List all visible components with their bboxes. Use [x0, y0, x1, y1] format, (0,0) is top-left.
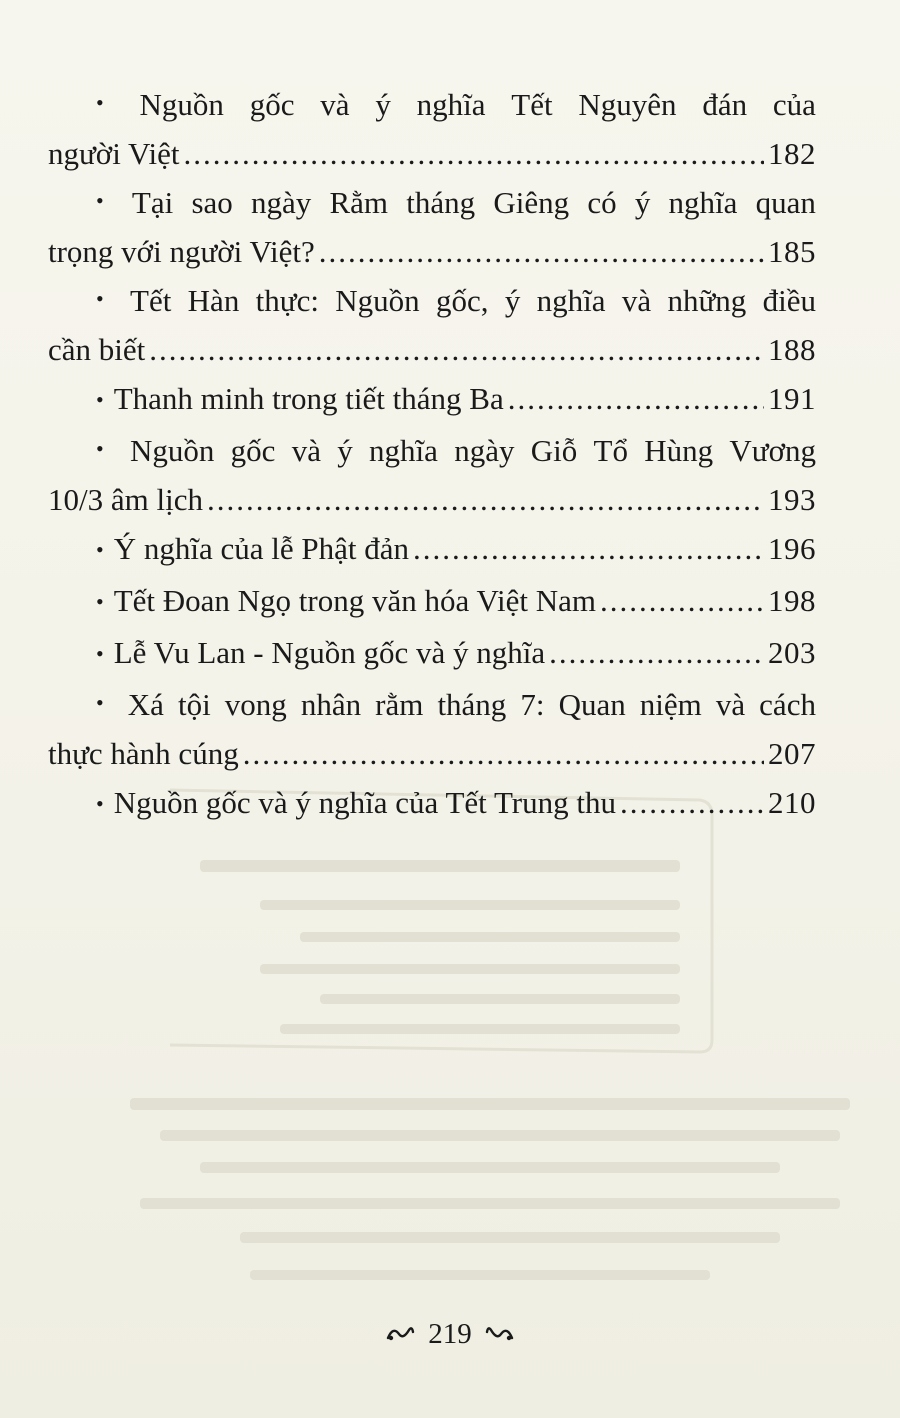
- bullet-icon: •: [96, 188, 104, 213]
- toc-entry-title: Lễ Vu Lan - Nguồn gốc và ý nghĩa: [113, 635, 546, 670]
- toc-entry: [48, 628, 816, 680]
- toc-entry-last-line: [48, 778, 816, 830]
- toc-entry-title: Ý nghĩa của lễ Phật đản: [113, 531, 409, 566]
- toc-word: nhân: [300, 687, 362, 722]
- toc-page-number: 188: [768, 332, 816, 367]
- toc-entry-first-line: [48, 426, 816, 475]
- toc-word: gốc,: [436, 283, 489, 318]
- bullet-icon: •: [96, 436, 104, 461]
- toc-entry-last-line: [48, 576, 816, 628]
- dot-leader: [508, 374, 764, 423]
- toc-word: 7:: [520, 687, 545, 722]
- toc-word: Nguồn: [129, 433, 215, 468]
- toc-word: Quan: [558, 687, 626, 722]
- bullet-icon: •: [96, 690, 104, 715]
- toc-word: Giỗ: [530, 433, 578, 468]
- toc-entry: [48, 576, 816, 628]
- toc-word: Hùng: [644, 433, 714, 468]
- table-of-contents: [48, 80, 816, 830]
- toc-entry: [48, 524, 816, 576]
- toc-entry: [48, 80, 816, 178]
- toc-entry-last-line: [48, 227, 816, 276]
- dot-leader: [184, 129, 764, 178]
- toc-word: Hàn: [187, 283, 240, 318]
- dot-leader: [149, 325, 764, 374]
- toc-word: sao: [191, 185, 233, 220]
- toc-word: cách: [759, 687, 816, 722]
- page-footer: [0, 1318, 900, 1351]
- toc-entry-last-line: [48, 729, 816, 778]
- toc-word: tháng: [437, 687, 507, 722]
- toc-entry-title: Thanh minh trong tiết tháng Ba: [113, 381, 504, 416]
- toc-word: ý: [337, 433, 353, 468]
- bullet-icon: •: [96, 387, 104, 412]
- toc-word: ý: [375, 87, 391, 122]
- toc-entry-last-line: [48, 325, 816, 374]
- toc-word: quan: [755, 185, 816, 220]
- bullet-icon: •: [96, 286, 104, 311]
- toc-entry-last-line: [48, 129, 816, 178]
- toc-word: và: [320, 87, 350, 122]
- toc-word: Tại: [131, 185, 174, 220]
- toc-word: tháng: [406, 185, 476, 220]
- toc-word: nghĩa: [369, 433, 438, 468]
- toc-entry: [48, 680, 816, 778]
- toc-entry-first-line: [48, 276, 816, 325]
- toc-word: của: [772, 87, 816, 122]
- toc-page-number: 203: [768, 635, 816, 670]
- toc-page-number: 182: [768, 136, 816, 171]
- ornament-right-icon: [485, 1321, 515, 1351]
- toc-word: Nguyên: [578, 87, 677, 122]
- toc-word: những: [667, 283, 747, 318]
- toc-entry-first-line: [48, 178, 816, 227]
- dot-leader: [243, 729, 764, 778]
- toc-page-number: 210: [768, 785, 816, 820]
- toc-word: Tết: [130, 283, 172, 318]
- bullet-icon: •: [96, 537, 104, 562]
- toc-entry-title: Nguồn gốc và ý nghĩa của Tết Trung thu: [113, 785, 616, 820]
- toc-word: gốc: [230, 433, 276, 468]
- toc-entry-title: trọng với người Việt?: [48, 234, 315, 269]
- toc-entry-title: thực hành cúng: [48, 736, 239, 771]
- toc-entry-title: 10/3 âm lịch: [48, 482, 203, 517]
- toc-entry-last-line: [48, 374, 816, 426]
- toc-page-number: 191: [768, 381, 816, 416]
- bullet-icon: •: [96, 90, 104, 115]
- toc-page-number: 198: [768, 583, 816, 618]
- toc-page-number: 193: [768, 482, 816, 517]
- bullet-icon: •: [96, 791, 104, 816]
- toc-word: vong: [224, 687, 287, 722]
- toc-word: Nguồn: [335, 283, 420, 318]
- toc-entry: [48, 178, 816, 276]
- toc-entry-last-line: [48, 475, 816, 524]
- toc-entry: [48, 778, 816, 830]
- toc-entry: [48, 276, 816, 374]
- toc-word: Nguồn: [139, 87, 224, 122]
- toc-word: rằm: [375, 687, 424, 722]
- toc-word: điều: [762, 283, 816, 318]
- toc-word: Tết: [511, 87, 553, 122]
- toc-word: Tổ: [593, 433, 628, 468]
- toc-word: Rằm: [329, 185, 389, 220]
- toc-entry-title: người Việt: [48, 136, 180, 171]
- dot-leader: [600, 576, 764, 625]
- toc-word: có: [587, 185, 617, 220]
- toc-word: ý: [504, 283, 521, 318]
- toc-word: ngày: [454, 433, 515, 468]
- dot-leader: [319, 227, 764, 276]
- toc-word: ngày: [251, 185, 312, 220]
- toc-word: và: [291, 433, 321, 468]
- toc-entry-title: Tết Đoan Ngọ trong văn hóa Việt Nam: [113, 583, 596, 618]
- toc-entry: [48, 374, 816, 426]
- toc-entry-last-line: [48, 628, 816, 680]
- toc-word: Vương: [729, 433, 816, 468]
- toc-word: ý: [634, 185, 651, 220]
- toc-word: nghĩa: [536, 283, 606, 318]
- dot-leader: [549, 628, 764, 677]
- ornament-left-icon: [385, 1321, 415, 1351]
- bullet-icon: •: [96, 589, 104, 614]
- toc-entry-title: cần biết: [48, 332, 146, 367]
- page-number: 219: [428, 1318, 472, 1350]
- toc-word: gốc: [249, 87, 295, 122]
- toc-word: tội: [177, 687, 211, 722]
- toc-entry: [48, 426, 816, 524]
- toc-word: Xá: [127, 687, 164, 722]
- toc-word: niệm: [639, 687, 702, 722]
- toc-page-number: 185: [768, 234, 816, 269]
- toc-word: và: [621, 283, 652, 318]
- dot-leader: [620, 778, 764, 827]
- toc-entry-last-line: [48, 524, 816, 576]
- toc-word: nghĩa: [668, 185, 738, 220]
- toc-entry-first-line: [48, 80, 816, 129]
- bullet-icon: •: [96, 641, 104, 666]
- toc-word: đán: [702, 87, 748, 122]
- dot-leader: [207, 475, 764, 524]
- toc-word: và: [715, 687, 746, 722]
- toc-page-number: 207: [768, 736, 816, 771]
- toc-entry-first-line: [48, 680, 816, 729]
- toc-word: Giêng: [493, 185, 570, 220]
- toc-word: nghĩa: [416, 87, 486, 122]
- toc-word: thực:: [255, 283, 319, 318]
- toc-page-number: 196: [768, 531, 816, 566]
- dot-leader: [413, 524, 764, 573]
